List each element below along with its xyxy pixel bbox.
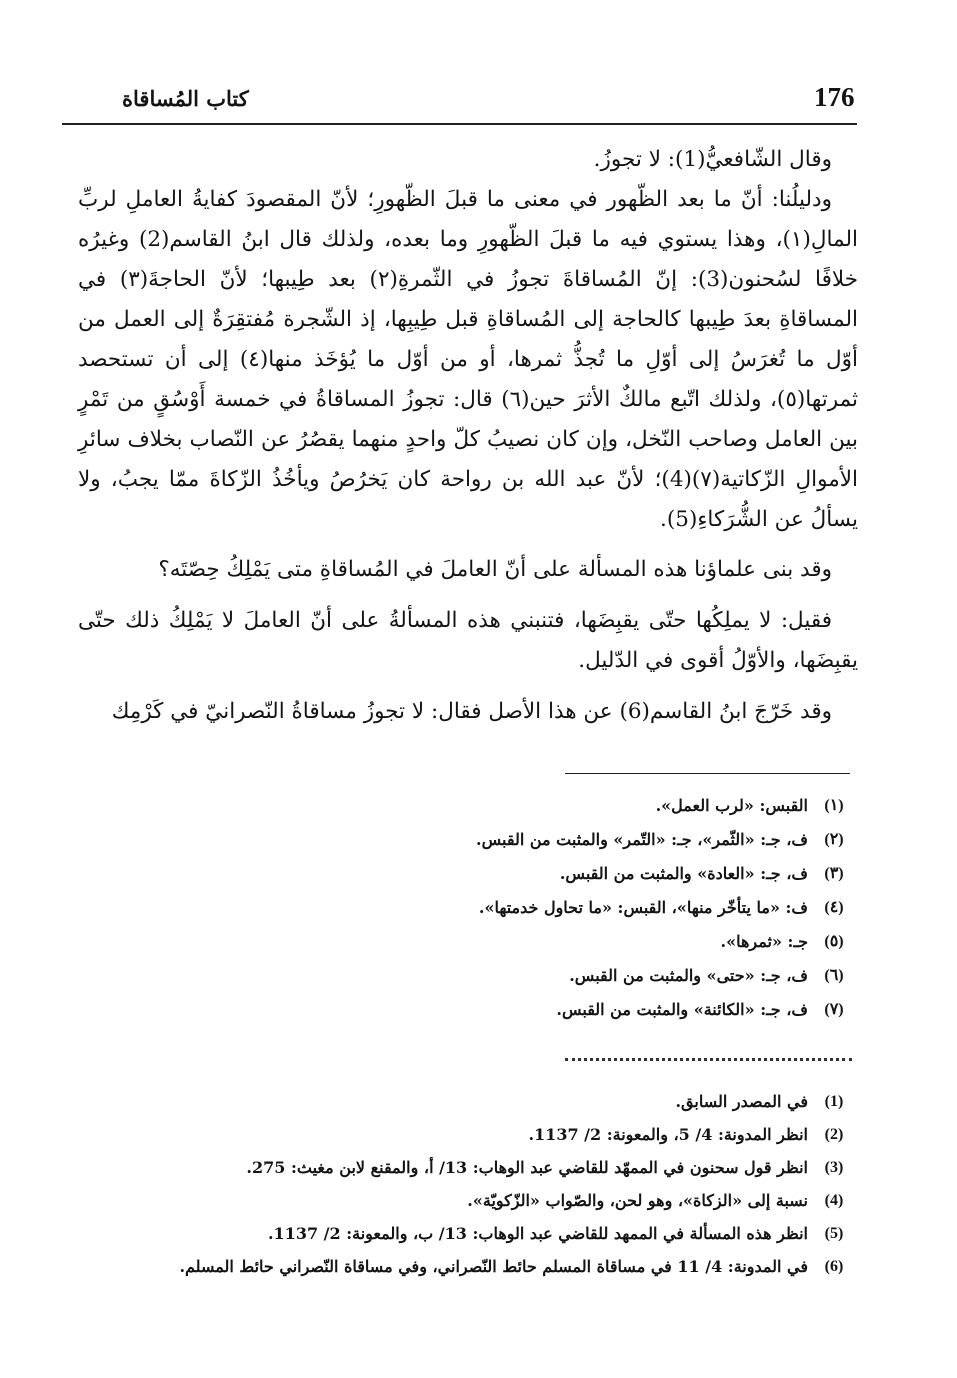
paragraph-4: فقيل: لا يملِكُها حتّى يقبِضَها، فتنبني هذه المسألةُ على أنّ العاملَ لا يَمْلِكُ ذلك حتّى يقبِضَها، والأوّلُ أقوى في الدّليل. xyxy=(78,608,858,673)
footnote-number: (4) xyxy=(824,1191,844,1209)
page-number: 176 xyxy=(814,82,855,112)
footnote-item xyxy=(70,788,860,822)
paragraph-3: وقد بنى علماؤنا هذه المسألة على أنّ العاملَ في المُساقاةِ متى يَمْلِكُ حِصّتَه؟ xyxy=(158,557,832,582)
paragraph-1: وقال الشّافعيُّ(1): لا تجوزُ. xyxy=(593,147,832,172)
footnote-item xyxy=(70,856,860,890)
footnote-number: (2) xyxy=(824,1125,844,1143)
footnote-item xyxy=(70,822,860,856)
footnote-number: (٦) xyxy=(824,967,844,984)
footnote-text: انظر قول سحنون في الممهّد للقاضي عبد الوهاب: 13/ أ، والمقنع لابن مغيث: 275. xyxy=(246,1158,808,1177)
footnote-item xyxy=(70,1085,860,1118)
footnote-number: (٢) xyxy=(824,831,844,848)
footnote-text: ف، جـ: «الكائنة» والمثبت من القبس. xyxy=(556,999,808,1019)
footnote-item xyxy=(70,1217,860,1250)
page-header xyxy=(62,78,857,118)
footnote-text: القبس: «لرب العمل». xyxy=(655,795,808,815)
main-text xyxy=(78,140,858,743)
paragraph-2: ودليلُنا: أنّ ما بعد الظّهور في معنى ما قبلَ الظّهورِ؛ لأنّ المقصودَ كفايةُ العاملِ لربِّ المالِ(١)، وهذا يستوي فيه ما قبلَ الظّهورِ وما بعده، ولذلك قال ابنُ القاسم(2) وغيرُه خلافًا لسُحنون(3): إنّ المُساقاةَ تجوزُ في الثّمرةِ(٢) بعد طِيبها؛ لأنّ الحاجةَ(٣) في المساقاةِ بعدَ طِيبها كالحاجة إلى المُساقاةِ قبل طِيبِها، إذ الشّجرة مُفتقِرَةٌ إلى العمل من أوّل ما تُغرَسُ إلى أوّلِ ما تُجذُّ ثمرها، أو من أوّل ما يُؤخَذ منها(٤) إلى أن تستحصد ثمرتها(٥)، ولذلك اتّبع مالكٌ الأثرَ حين(٦) قال: تجوزُ المساقاةُ في خمسة أَوْسُقٍ من تَمْرٍ بين العامل وصاحب النّخل، وإن كان نصيبُ كلّ واحدٍ منهما يقصُرُ عن النّصاب بخلاف سائرِ الأموالِ الزّكاتية(٧)(4)؛ لأنّ عبد الله بن رواحة كان يَخرُصُ ويأخُذُ الزّكاةَ ممّا يجبُ، ولا يسألُ عن الشُّرَكاءِ(5). xyxy=(78,187,858,532)
footnote-number: (1) xyxy=(824,1092,844,1110)
footnote-number: (٤) xyxy=(824,899,844,916)
footnote-number: (١) xyxy=(824,797,844,814)
header-rule xyxy=(62,123,857,125)
footnote-separator xyxy=(565,773,850,774)
manuscript-footnotes xyxy=(70,788,860,1026)
footnote-item xyxy=(70,890,860,924)
footnote-number: (٣) xyxy=(824,865,844,882)
dotted-separator xyxy=(565,1058,852,1061)
footnote-text: ف: «ما يتأخّر منها»، القبس: «ما تحاول خدمتها». xyxy=(478,897,808,917)
running-title: كتاب المُساقاة xyxy=(122,86,249,111)
footnote-number: (6) xyxy=(824,1257,844,1275)
footnote-text: انظر المدونة: 4/ 5، والمعونة: 2/ 1137. xyxy=(528,1125,808,1144)
footnote-text: جـ: «ثمرها». xyxy=(720,931,808,951)
footnote-number: (3) xyxy=(824,1158,844,1176)
paragraph-5: وقد خَرّجَ ابنُ القاسم(6) عن هذا الأصل فقال: لا تجوزُ مساقاةُ النّصرانيّ في كَرْمِك xyxy=(111,699,832,724)
footnote-item xyxy=(70,1118,860,1151)
footnote-number: (٧) xyxy=(824,1001,844,1018)
footnote-item xyxy=(70,992,860,1026)
footnote-text: في المدونة: 4/ 11 في مساقاة المسلم حائط النّصراني، وفي مساقاة النّصراني حائط المسلم. xyxy=(179,1257,808,1276)
footnote-item xyxy=(70,958,860,992)
footnote-text: انظر هذه المسألة في الممهد للقاضي عبد الوهاب: 13/ ب، والمعونة: 2/ 1137. xyxy=(267,1224,808,1243)
footnote-item xyxy=(70,1151,860,1184)
footnote-number: (٥) xyxy=(824,933,844,950)
footnote-text: نسبة إلى «الزكاة»، وهو لحن، والصّواب «الزّكويّة». xyxy=(467,1191,808,1210)
footnote-text: ف، جـ: «الثّمر»، جـ: «التّمر» والمثبت من القبس. xyxy=(476,829,808,849)
footnote-item xyxy=(70,1184,860,1217)
footnote-text: ف، جـ: «العادة» والمثبت من القبس. xyxy=(559,863,808,883)
footnote-item xyxy=(70,1250,860,1283)
footnote-item xyxy=(70,924,860,958)
editor-footnotes xyxy=(70,1085,860,1283)
footnote-number: (5) xyxy=(824,1224,844,1242)
footnote-text: في المصدر السابق. xyxy=(675,1092,808,1111)
footnote-text: ف، جـ: «حتى» والمثبت من القبس. xyxy=(569,965,808,985)
